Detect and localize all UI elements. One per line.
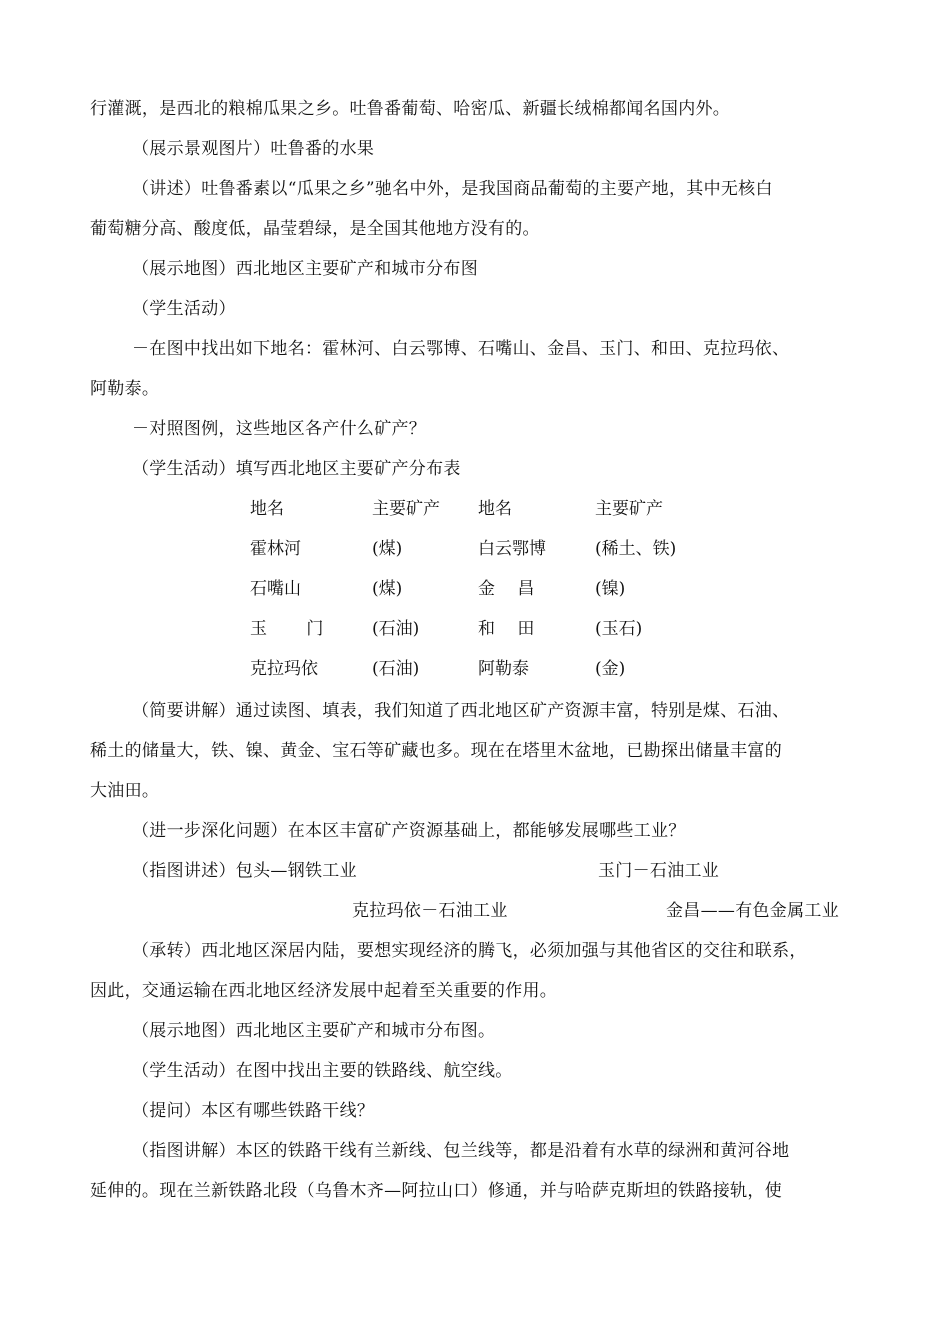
table-header: 地名 (478, 499, 512, 519)
paragraph-line: 阿勒泰。 (90, 379, 160, 399)
paragraph-line: －在图中找出如下地名：霍林河、白云鄂博、石嘴山、金昌、玉门、和田、克拉玛依、 (132, 339, 790, 359)
paragraph-line: 克拉玛依－石油工业 (352, 901, 508, 921)
table-cell: (金) (595, 659, 626, 679)
paragraph-line: （展示地图）西北地区主要矿产和城市分布图。 (132, 1021, 496, 1041)
paragraph-line: （进一步深化问题）在本区丰富矿产资源基础上，都能够发展哪些工业？ (132, 821, 686, 841)
table-cell: (玉石) (595, 619, 643, 639)
paragraph-line: （简要讲解）通过读图、填表，我们知道了西北地区矿产资源丰富，特别是煤、石油、 (132, 701, 790, 721)
table-cell: (石油) (372, 659, 420, 679)
paragraph-line: （学生活动）在图中找出主要的铁路线、航空线。 (132, 1061, 513, 1081)
table-cell: 玉 门 (250, 619, 324, 639)
paragraph-line: （提问）本区有哪些铁路干线？ (132, 1101, 375, 1121)
table-cell: 金 昌 (478, 579, 535, 599)
paragraph-line: 延伸的。现在兰新铁路北段（乌鲁木齐—阿拉山口）修通，并与哈萨克斯坦的铁路接轨，使 (90, 1181, 782, 1201)
table-header: 主要矿产 (595, 499, 663, 519)
table-cell: 阿勒泰 (478, 659, 529, 679)
table-cell: 白云鄂博 (478, 539, 546, 559)
paragraph-line: 金昌——有色金属工业 (666, 901, 839, 921)
paragraph-line: （展示景观图片）吐鲁番的水果 (132, 139, 375, 159)
paragraph-line: 葡萄糖分高、酸度低，晶莹碧绿，是全国其他地方没有的。 (90, 219, 540, 239)
table-cell: 石嘴山 (250, 579, 301, 599)
table-cell: 克拉玛依 (250, 659, 318, 679)
paragraph-line: （展示地图）西北地区主要矿产和城市分布图 (132, 259, 478, 279)
paragraph-line: （学生活动）填写西北地区主要矿产分布表 (132, 459, 461, 479)
table-cell: (石油) (372, 619, 420, 639)
paragraph-line: 行灌溉，是西北的粮棉瓜果之乡。吐鲁番葡萄、哈密瓜、新疆长绒棉都闻名国内外。 (90, 99, 731, 119)
table-cell: (煤) (372, 579, 403, 599)
table-cell: 霍林河 (250, 539, 301, 559)
paragraph-line: 稀土的储量大，铁、镍、黄金、宝石等矿藏也多。现在在塔里木盆地，已勘探出储量丰富的 (90, 741, 782, 761)
paragraph-line: 因此，交通运输在西北地区经济发展中起着至关重要的作用。 (90, 981, 558, 1001)
paragraph-line: （讲述）吐鲁番素以“瓜果之乡”驰名中外，是我国商品葡萄的主要产地，其中无核白 (132, 179, 773, 199)
table-header: 主要矿产 (372, 499, 440, 519)
table-header: 地名 (250, 499, 284, 519)
table-cell: (煤) (372, 539, 403, 559)
paragraph-line: 大油田。 (90, 781, 160, 801)
paragraph-line: （指图讲解）本区的铁路干线有兰新线、包兰线等，都是沿着有水草的绿洲和黄河谷地 (132, 1141, 790, 1161)
table-cell: (稀土、铁) (595, 539, 677, 559)
paragraph-line: 玉门－石油工业 (598, 861, 720, 881)
paragraph-line: （学生活动） (132, 299, 236, 319)
paragraph-line: （承转）西北地区深居内陆，要想实现经济的腾飞，必须加强与其他省区的交往和联系， (132, 941, 807, 961)
paragraph-line: －对照图例，这些地区各产什么矿产？ (132, 419, 427, 439)
table-cell: 和 田 (478, 619, 535, 639)
paragraph-line: （指图讲述）包头—钢铁工业 (132, 861, 357, 881)
table-cell: (镍) (595, 579, 626, 599)
